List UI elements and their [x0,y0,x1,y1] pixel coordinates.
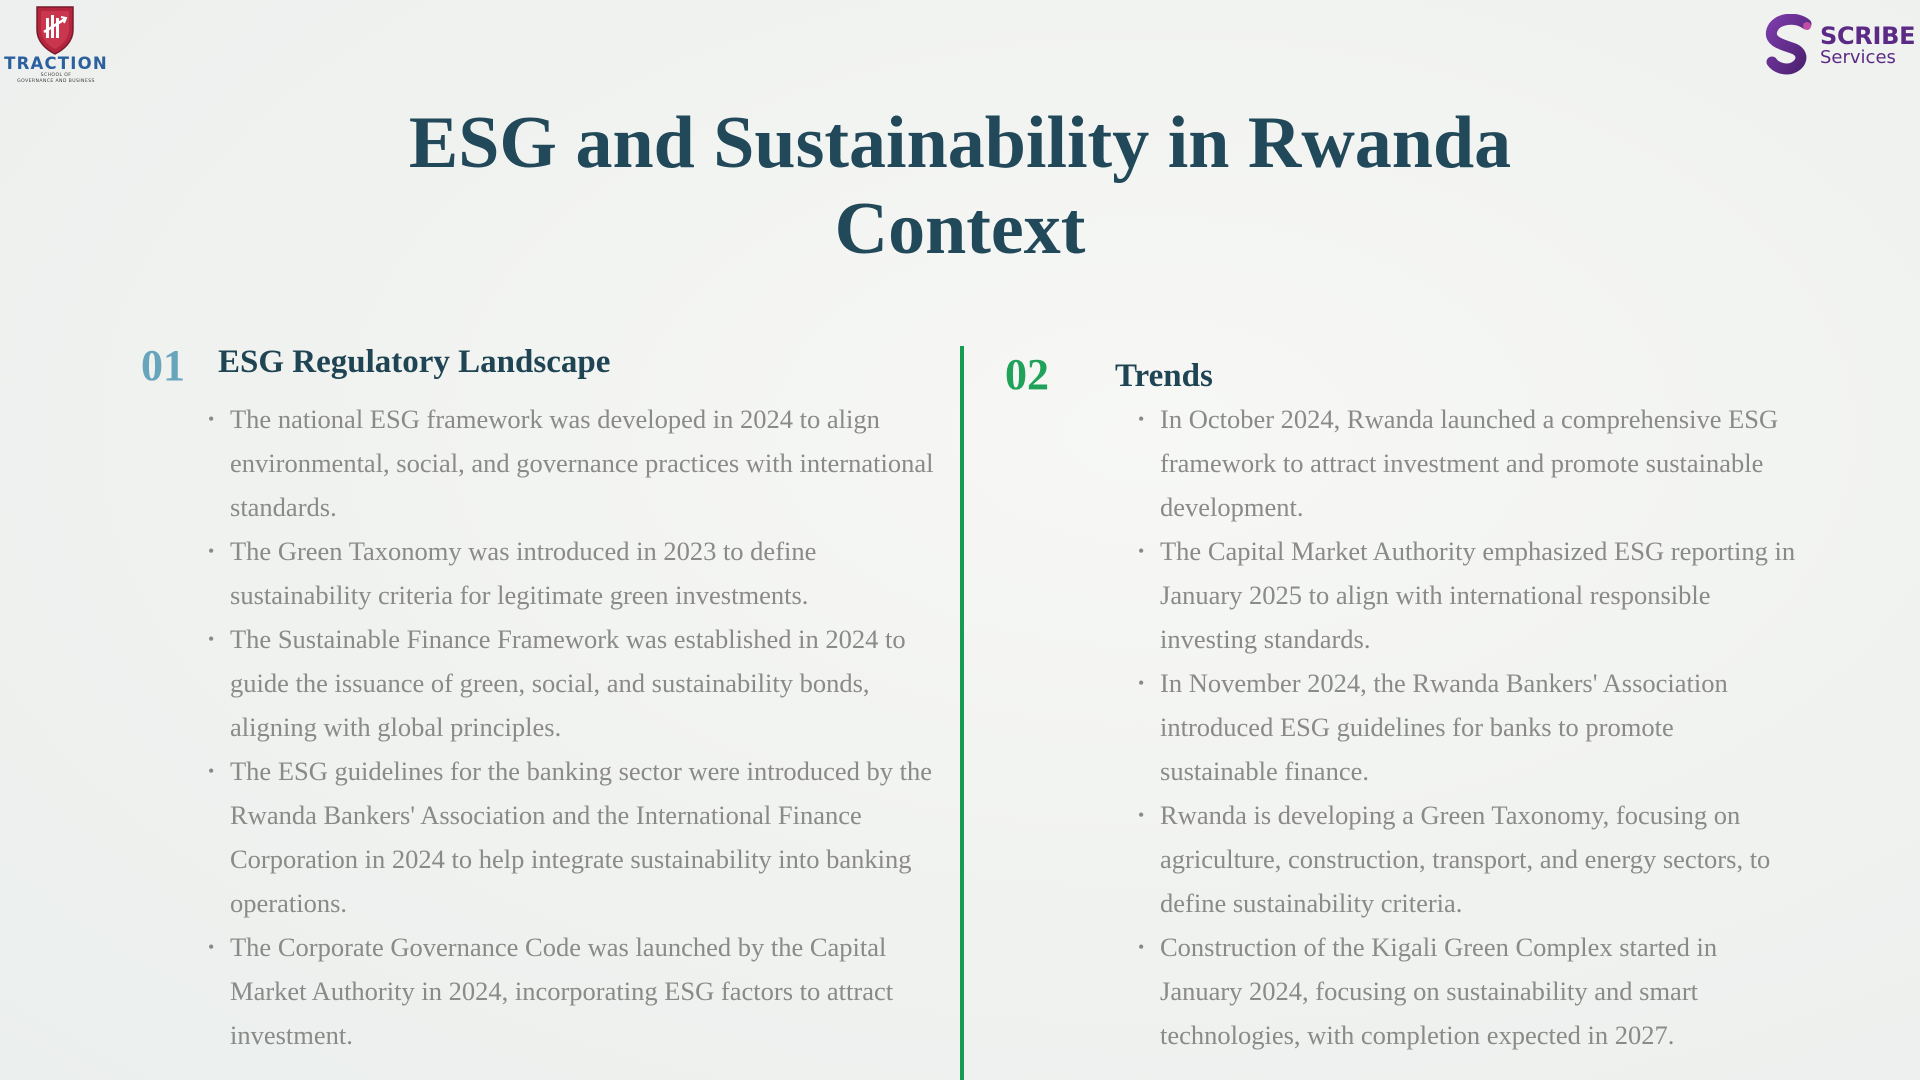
list-item: • Construction of the Kigali Green Complex started in January 2024, focusing on sustainability and smart technologies, with completion expected in 2027. [1138,925,1798,1057]
section-number-02: 02 [1005,350,1049,399]
list-item: • In November 2024, the Rwanda Bankers' Association introduced ESG guidelines for banks to promote sustainable finance. [1138,661,1798,793]
list-item: • The Capital Market Authority emphasized ESG reporting in January 2025 to align with international responsible investing standards. [1138,529,1798,661]
scribe-tagline-text: Services [1820,47,1896,68]
column-divider [960,346,964,1080]
scribe-s-icon [1762,14,1818,78]
list-item: • The Green Taxonomy was introduced in 2023 to define sustainability criteria for legitimate green investments. [208,529,948,617]
list-item: • In October 2024, Rwanda launched a comprehensive ESG framework to attract investment and promote sustainable development. [1138,397,1798,529]
section-heading-trends: Trends [1115,358,1213,394]
trends-bullet-list [1138,397,1798,1057]
traction-logo [0,4,112,82]
page-title [0,100,1920,272]
traction-sub-line1: SCHOOL OF [40,73,72,78]
list-item: • The Sustainable Finance Framework was established in 2024 to guide the issuance of green, social, and sustainability bonds, aligning with global principles. [208,617,948,749]
scribe-logo [1762,14,1916,78]
page-title-line2: Context [834,188,1086,270]
list-item: • The Corporate Governance Code was launched by the Capital Market Authority in 2024, incorporating ESG factors to attract investment. [208,925,948,1057]
section-heading-regulatory: ESG Regulatory Landscape [218,344,611,380]
list-item: • The ESG guidelines for the banking sector were introduced by the Rwanda Bankers' Association and the International Finance Corporation in 2024 to help integrate sustainability into banking operations. [208,749,948,925]
traction-brand-text: TRACTION [4,54,108,73]
section-number-01: 01 [141,341,185,390]
traction-crest-icon [33,4,77,56]
list-item: • The national ESG framework was developed in 2024 to align environmental, social, and governance practices with international standards. [208,397,948,529]
traction-sub-line2: GOVERNANCE AND BUSINESS [17,79,95,84]
regulatory-bullet-list [208,397,948,1057]
page-title-line1: ESG and Sustainability in Rwanda [408,102,1512,184]
list-item: • Rwanda is developing a Green Taxonomy, focusing on agriculture, construction, transport, and energy sectors, to define sustainability criteria. [1138,793,1798,925]
scribe-name-text: SCRIBE [1820,22,1916,50]
